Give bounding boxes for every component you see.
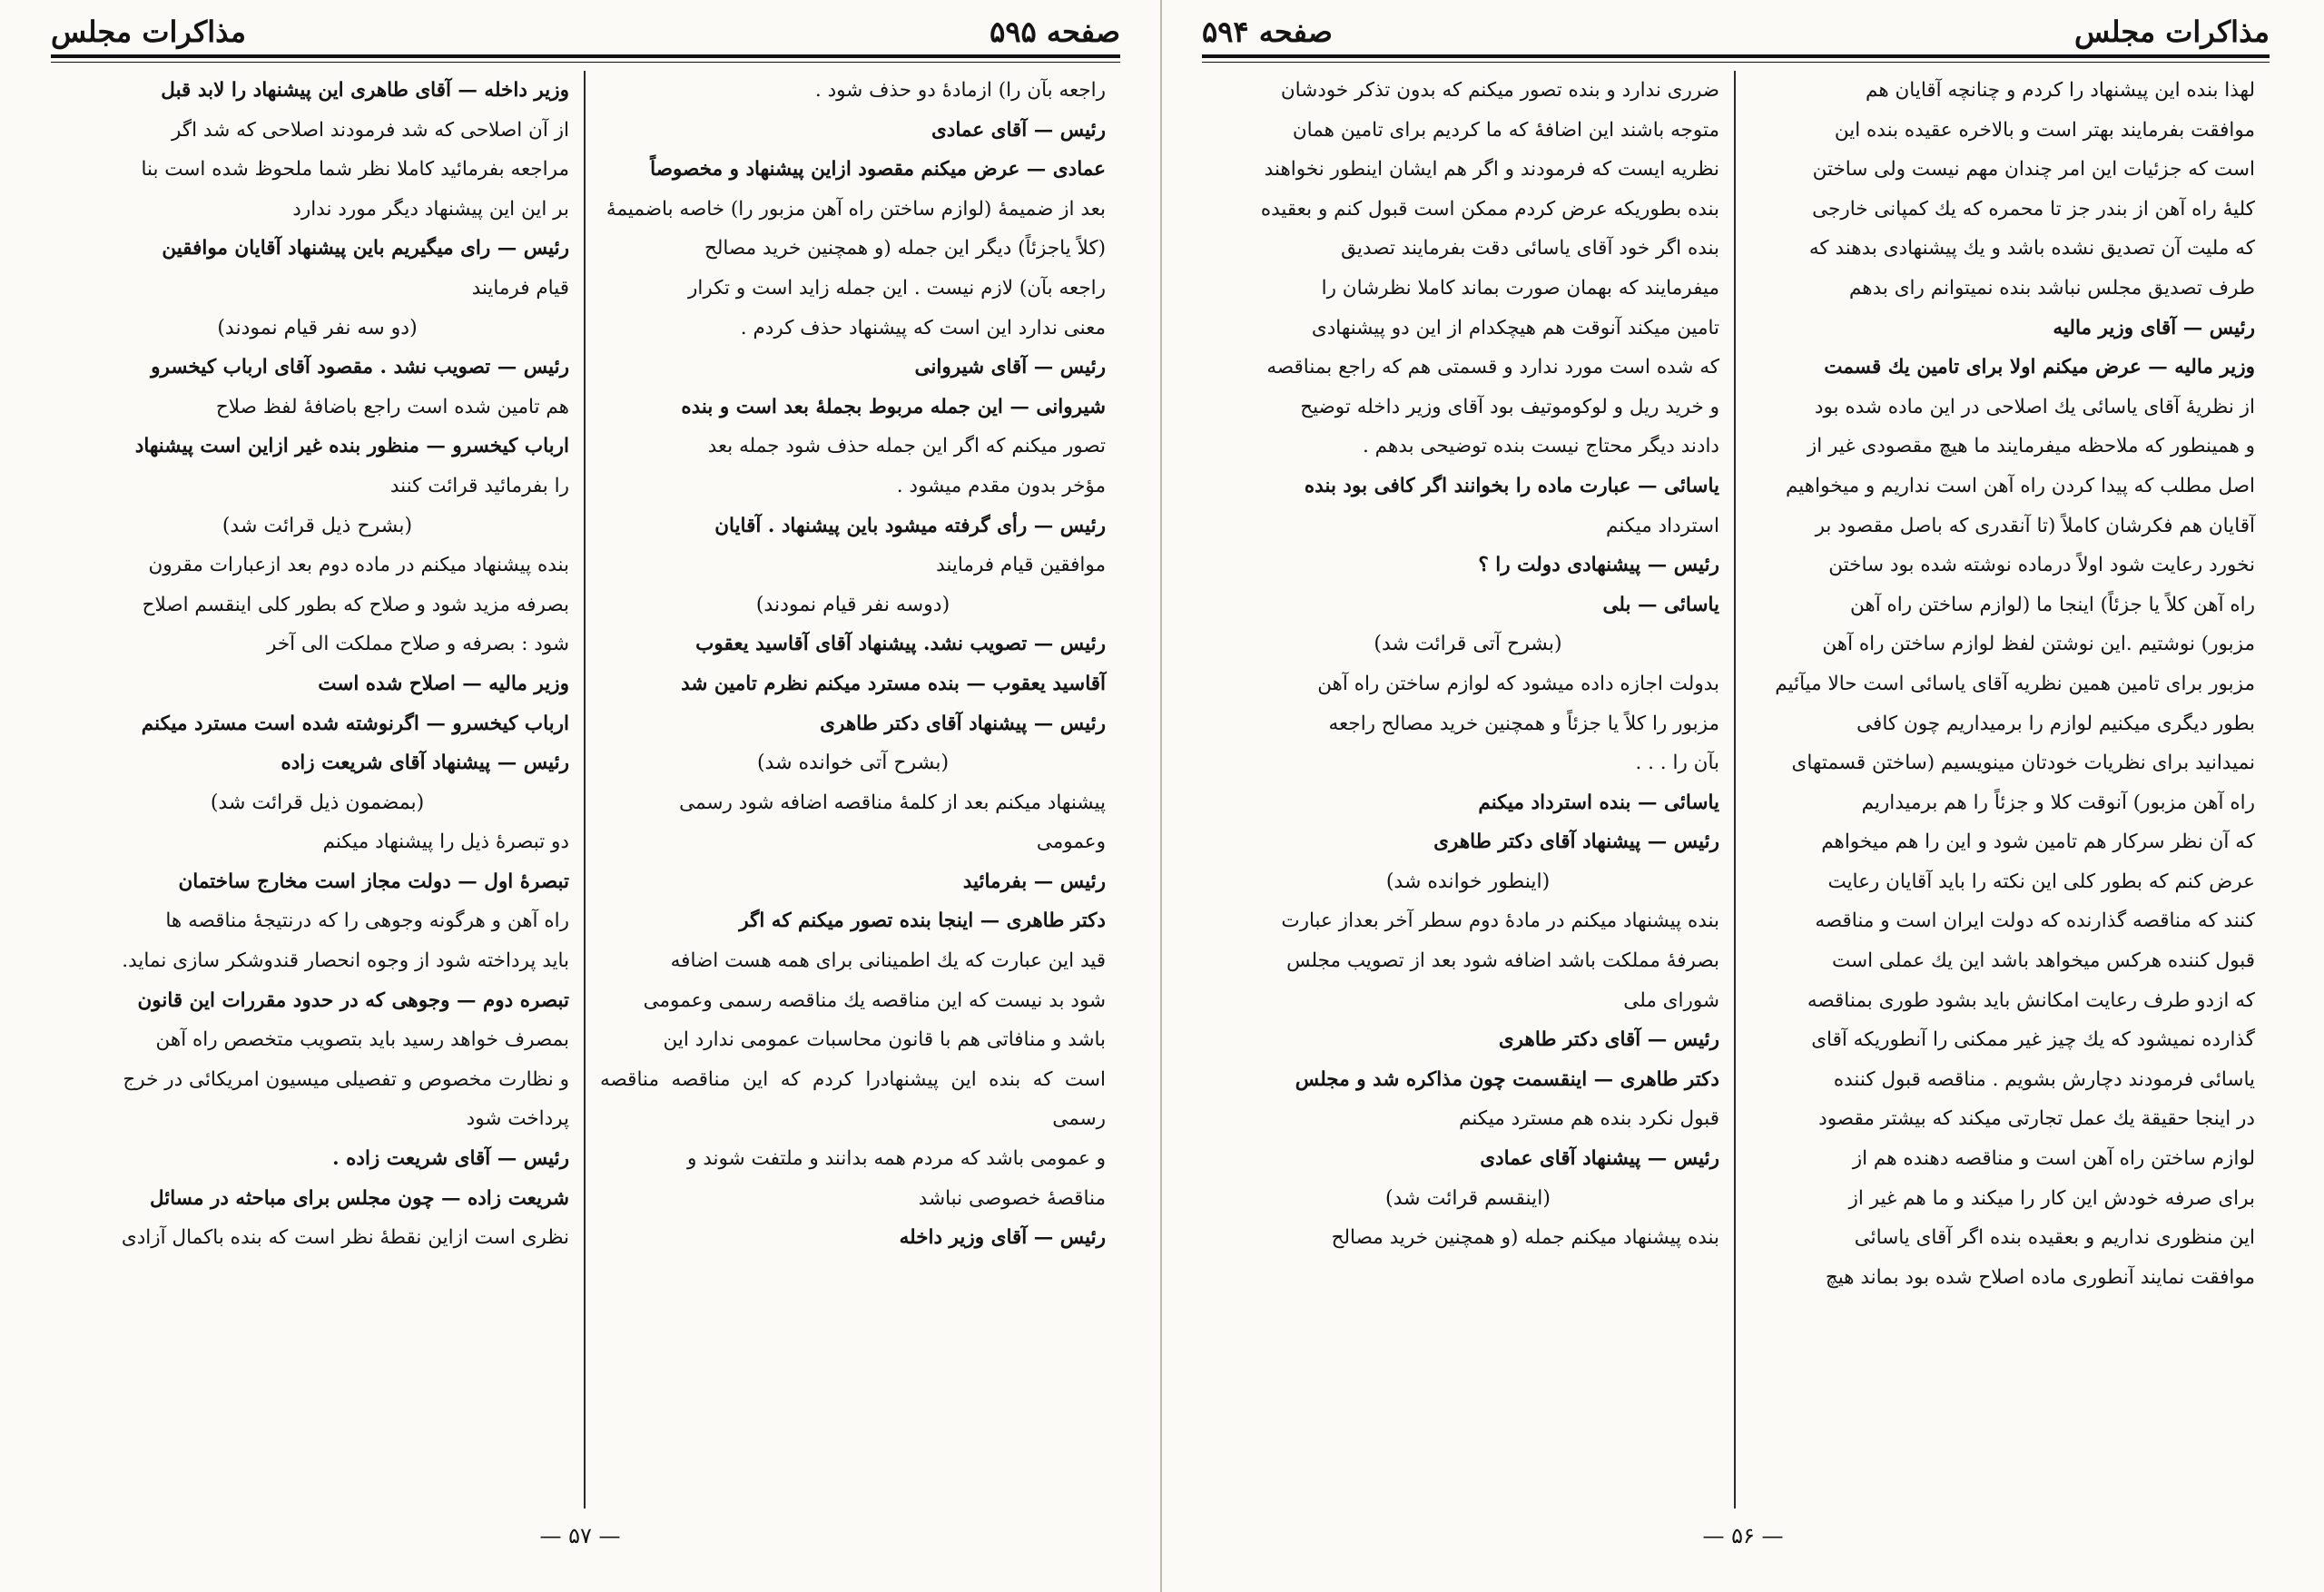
text-line: هم تامین شده است راجع باضافهٔ لفظ صلاح	[215, 395, 569, 418]
text-line: در اینجا حقیقة یك عمل تجارتی میکند که بیشتر مقصود	[1818, 1107, 2255, 1131]
text-line: (اینقسم قرائت شد)	[1385, 1186, 1551, 1210]
text-line: تبصره دوم — وجوهی که در حدود مقررات این قانون	[137, 988, 569, 1012]
text-line: شود بد نیست که این مناقصه یك مناقصه رسمی وعمومی	[643, 988, 1106, 1012]
text-line: وزیر مالیه — اصلاح شده است	[318, 672, 569, 695]
text-line: باید پرداخته شود از وجوه انحصار قندوشکر سازی نماید.	[122, 949, 569, 973]
text-line: و خرید ریل و لوکوموتیف بود آقای وزیر داخله توضیح	[1300, 395, 1719, 418]
text-line: (بشرح ذیل قرائت شد)	[222, 514, 413, 537]
text-line: از نظریهٔ آقای یاسائی یك اصلاحی در این ماده شده بود	[1814, 395, 2255, 418]
text-line: گذارده نمیشود که یك چیز غیر ممکنی را آنطوریکه آقای	[1811, 1028, 2255, 1052]
text-line: پرداخت شود	[466, 1107, 569, 1131]
text-line: رئیس — پیشنهاد آقای عمادی	[1480, 1147, 1719, 1171]
text-line: است که بنده این پیشنهادرا کردم که این مناقصه مناقصه رسمی	[600, 1067, 1106, 1131]
text-line: رئیس — آقای عمادی	[931, 118, 1106, 142]
text-line: این منظوری نداریم و بعقیده بنده اگر آقای یاسائی	[1854, 1226, 2255, 1250]
text-line: ارباب کیخسرو — اگرنوشته شده است مسترد میکنم	[141, 712, 569, 735]
text-line: معنی ندارد این است که پیشنهاد حذف کردم .	[740, 316, 1106, 339]
page-header	[1202, 13, 2270, 49]
text-line: یاسائی — بلی	[1602, 593, 1719, 616]
text-line: بطور دیگری میکنیم لوازم را برمیداریم چون کافی	[1856, 712, 2255, 735]
text-line: را بفرمائید قرائت کنند	[389, 474, 569, 497]
text-line: راجعه بآن را) ازمادهٔ دو حذف شود .	[814, 79, 1106, 102]
text-line: بدولت اجازه داده میشود که لوازم ساختن راه آهن	[1317, 672, 1719, 695]
text-line: و نظارت مخصوص و تفصیلی میسیون امریکائی در خرج	[123, 1067, 569, 1091]
text-line: ضرری ندارد و بنده تصور میکنم که بدون تذکر خودشان	[1280, 79, 1719, 102]
text-line: تبصرهٔ اول — دولت مجاز است مخارج ساختمان	[178, 870, 569, 893]
text-line: یاسائی — بنده استرداد میکنم	[1478, 791, 1719, 814]
text-line: بمصرف خواهد رسید باید بتصویب متخصص راه آهن	[155, 1028, 569, 1052]
text-line: قیام فرمایند	[471, 276, 569, 300]
text-line: اصل مطلب که پیدا کردن راه آهن است نداریم و میخواهیم	[1786, 474, 2255, 497]
text-line: طرف تصدیق مجلس نباشد بنده نمیتوانم رای بدهم	[1848, 276, 2255, 300]
text-line: متوجه باشند این اضافهٔ که ما کردیم برای تامین همان	[1292, 118, 1719, 142]
text-line: نخورد رعایت شود اولاً درماده نوشته شده بود ساختن	[1828, 554, 2255, 577]
text-line: و عمومی باشد که مردم همه بدانند و ملتفت شوند و	[687, 1147, 1106, 1171]
running-title: مذاکرات مجلس	[51, 15, 247, 49]
text-line: پیشنهاد میکنم بعد از کلمهٔ مناقصه اضافه شود رسمی	[679, 791, 1106, 814]
header-rule	[1202, 54, 2270, 63]
text-line: نظری است ازاین نقطهٔ نظر است که بنده باکمال آزادی	[121, 1226, 569, 1250]
text-line: دادند دیگر محتاج نیست بنده توضیحی بدهم .	[1362, 435, 1719, 458]
text-line: شود : بصرفه و صلاح مملکت الی آخر	[266, 633, 569, 656]
text-line: رئیس — تصویب نشد . مقصود آقای ارباب کیخسرو	[151, 356, 569, 379]
page-number: صفحه ۵۹۵	[990, 15, 1120, 49]
text-line: آقاسید یعقوب — بنده مسترد میکنم نظرم تامین شد	[681, 672, 1106, 695]
text-line: (کلاً یاجزئاً) دیگر این جمله (و همچنین خرید مصالح	[704, 237, 1106, 260]
text-line: رئیس — آقای شیروانی	[914, 356, 1106, 379]
text-line: موافقت نمایند آنطوری ماده اصلاح شده بود بماند هیچ	[1825, 1265, 2255, 1289]
text-line: راجعه بآن) لازم نیست . این جمله زاید است و تکرار	[687, 276, 1106, 300]
text-line: موافقت بفرمایند بهتر است و بالاخره عقیده بنده این	[1834, 118, 2255, 142]
text-line: دکتر طاهری — اینقسمت چون مذاکره شد و مجلس	[1295, 1067, 1719, 1091]
column-outer	[51, 71, 586, 1508]
text-line: شورای ملی	[1623, 988, 1719, 1012]
text-line: (اینطور خوانده شد)	[1385, 870, 1551, 893]
folio-number: — ۵۶ —	[1702, 1523, 1784, 1548]
right-page	[1162, 0, 2324, 1592]
text-line: دو تبصرهٔ ذیل را پیشنهاد میکنم	[322, 830, 569, 854]
text-line: کلیهٔ راه آهن از بندر جز تا محمره که یك کمپانی خارجی	[1812, 197, 2255, 221]
text-line: رئیس — رأی گرفته میشود باین پیشنهاد . آقایان	[714, 514, 1106, 537]
folio-number: — ۵۷ —	[539, 1523, 621, 1548]
text-line: وزیر داخله — آقای طاهری این پیشنهاد را لابد قبل	[161, 79, 569, 102]
text-line: رئیس — آقای دکتر طاهری	[1498, 1028, 1719, 1052]
text-line: که ملیت آن تصدیق نشده باشد و یك پیشنهادی بدهند که	[1808, 237, 2255, 260]
page-number: صفحه ۵۹۴	[1202, 15, 1333, 49]
text-line: راه آهن مزبور) آنوقت کلا و جزئاً را هم برمیداریم	[1861, 791, 2255, 814]
text-line: وعمومی	[1036, 830, 1106, 854]
text-line: رئیس — تصویب نشد. پیشنهاد آقای آقاسید یعقوب	[695, 633, 1106, 656]
text-line: موافقین قیام فرمایند	[936, 554, 1106, 577]
text-line: (بشرح آتی خوانده شد)	[756, 752, 950, 775]
text-line: قبول نکرد بنده هم مسترد میکنم	[1459, 1107, 1719, 1131]
text-line: تامین میکند آنوقت هم هیچکدام از این دو پیشنهادی	[1311, 316, 1719, 339]
page-header	[51, 13, 1120, 49]
column-inner	[1202, 71, 1736, 1508]
text-line: که آن نظر سرکار هم تامین شود و این را هم میخواهم	[1821, 830, 2255, 854]
running-title: مذاکرات مجلس	[2073, 15, 2270, 49]
text-line: بر این این پیشنهاد دیگر مورد ندارد	[292, 197, 569, 221]
text-line: برای صرفه خودش این کار را میکند و ما هم غیر از	[1848, 1186, 2255, 1210]
text-line: وزیر مالیه — عرض میکنم اولا برای تامین یك قسمت	[1824, 356, 2255, 379]
text-line: بنده پیشنهاد میکنم در مادهٔ دوم سطر آخر بعداز عبارت	[1281, 909, 1719, 933]
text-line: تصور میکنم که اگر این جمله حذف شود جمله بعد	[707, 435, 1106, 458]
text-line: است که جزئیات این امر چندان مهم نیست ولی ساختن	[1812, 158, 2255, 182]
text-line: (بمضمون ذیل قرائت شد)	[210, 791, 425, 814]
text-line: شریعت زاده — چون مجلس برای مباحثه در مسائل	[149, 1186, 569, 1210]
text-line: از آن اصلاحی که شد فرمودند اصلاحی که شد اگر	[172, 118, 569, 142]
text-line: استرداد میکنم	[1606, 514, 1719, 537]
text-line: قید این عبارت که یك اطمینانی برای همه هست اضافه	[670, 949, 1106, 973]
text-line: (دوسه نفر قیام نمودند)	[755, 593, 950, 616]
text-line: رئیس — آقای شریعت زاده .	[332, 1147, 569, 1171]
text-line: بنده بطوریکه عرض کردم ممکن است قبول کنم و بعقیده	[1260, 197, 1719, 221]
text-line: که ازدو طرف رعایت امکانش باید بشود طوری بمناقصه	[1807, 988, 2255, 1012]
text-line: مزبور برای تامین همین نظریه آقای یاسائی است حالا میآئیم	[1775, 672, 2255, 695]
text-line: رئیس — آقای وزیر مالیه	[2053, 316, 2255, 339]
column-outer	[1736, 71, 2270, 1508]
text-line: رئیس — پیشنهاد آقای دکتر طاهری	[820, 712, 1106, 735]
text-line: رئیس — پیشنهادی دولت را ؟	[1478, 554, 1719, 577]
text-line: مؤخر بدون مقدم میشود .	[896, 474, 1106, 497]
text-line: عمادی — عرض میکنم مقصود ازاین پیشنهاد و مخصوصاً	[650, 158, 1106, 182]
text-line: راه آهن و هرگونه وجوهی را که درنتیجهٔ مناقصه ها	[165, 909, 569, 933]
header-rule	[51, 54, 1120, 63]
text-line: و همینطور که ملاحظه میفرمایند ما هیچ مقصودی غیر از	[1807, 435, 2255, 458]
text-line: مزبور) نوشتیم .این نوشتن لفظ لوازم ساختن راه آهن	[1822, 633, 2255, 656]
text-line: میفرمایند که بهمان صورت بماند کاملا نظرشان را	[1321, 276, 1719, 300]
text-line: که شده است مورد ندارد و قسمتی هم که راجع بمناقصه	[1266, 356, 1719, 379]
text-line: باشد و منافاتی هم با قانون محاسبات عمومی ندارد این	[663, 1028, 1106, 1052]
text-line: ارباب کیخسرو — منظور بنده غیر ازاین است پیشنهاد	[134, 435, 569, 458]
text-line: رئیس — رای میگیریم باین پیشنهاد آقایان موافقین	[162, 237, 569, 260]
text-columns	[1202, 71, 2270, 1508]
text-line: نظریه ایست که فرمودند و اگر هم ایشان اینطور نخواهند	[1264, 158, 1719, 182]
text-line: آقایان هم فکرشان کاملاً (تا آنقدری که باصل مقصود بر	[1815, 514, 2255, 537]
text-line: مراجعه بفرمائید کاملا نظر شما ملحوظ شده است بنا	[141, 158, 569, 182]
text-columns	[51, 71, 1120, 1508]
text-line: رئیس — آقای وزیر داخله	[899, 1226, 1106, 1250]
text-line: عرض کنم که بطور کلی این نکته را باید آقایان رعایت	[1827, 870, 2255, 893]
text-line: نمیدانید برای نظریات خودتان مینویسیم (ساختن قسمتهای	[1791, 752, 2255, 775]
text-line: بصرفه مزید شود و صلاح که بطور کلی اینقسم اصلاح	[142, 593, 569, 616]
text-line: رئیس — بفرمائید	[962, 870, 1106, 893]
text-line: لوازم ساختن راه آهن است و مناقصه دهنده هم از	[1852, 1147, 2255, 1171]
text-line: شیروانی — این جمله مربوط بجملهٔ بعد است و بنده	[681, 395, 1106, 418]
column-inner	[586, 71, 1120, 1508]
text-line: بآن را . . .	[1635, 752, 1719, 775]
text-line: راه آهن کلاً یا جزئاً) اینجا ما (لوازم ساختن راه آهن	[1850, 593, 2255, 616]
text-line: لهذا بنده این پیشنهاد را کردم و چنانچه آقایان هم	[1866, 79, 2255, 102]
text-line: مزبور را کلاً یا جزئاً و همچنین خرید مصالح راجعه	[1328, 712, 1719, 735]
text-line: رئیس — پیشنهاد آقای دکتر طاهری	[1433, 830, 1719, 854]
text-line: دکتر طاهری — اینجا بنده تصور میکنم که اگر	[739, 909, 1106, 933]
text-line: (بشرح آتی قرائت شد)	[1374, 633, 1562, 656]
text-line: بنده پیشنهاد میکنم جمله (و همچنین خرید مصالح	[1331, 1226, 1719, 1250]
text-line: کنند که مناقصه گذارنده که دولت ایران است و مناقصه	[1815, 909, 2255, 933]
text-line: بصرفهٔ مملکت باشد اضافه شود بعد از تصویب مجلس	[1286, 949, 1719, 973]
text-line: بنده پیشنهاد میکنم در ماده دوم بعد ازعبارات مقرون	[148, 554, 569, 577]
text-line: (دو سه نفر قیام نمودند)	[217, 316, 418, 339]
text-line: بنده اگر خود آقای یاسائی دقت بفرمایند تصدیق	[1341, 237, 1719, 260]
text-line: بعد از ضمیمهٔ (لوازم ساختن راه آهن مزبور را) خاصه باضمیمهٔ	[606, 197, 1106, 221]
text-line: قبول کننده هرکس میخواهد باشد این یك عملی است	[1831, 949, 2255, 973]
text-line: رئیس — پیشنهاد آقای شریعت زاده	[281, 752, 569, 775]
text-line: مناقصهٔ خصوصی نباشد	[918, 1186, 1106, 1210]
text-line: یاسائی — عبارت ماده را بخوانند اگر کافی بود بنده	[1304, 474, 1719, 497]
text-line: یاسائی فرمودند دچارش بشویم . مناقصه قبول کننده	[1833, 1067, 2255, 1091]
